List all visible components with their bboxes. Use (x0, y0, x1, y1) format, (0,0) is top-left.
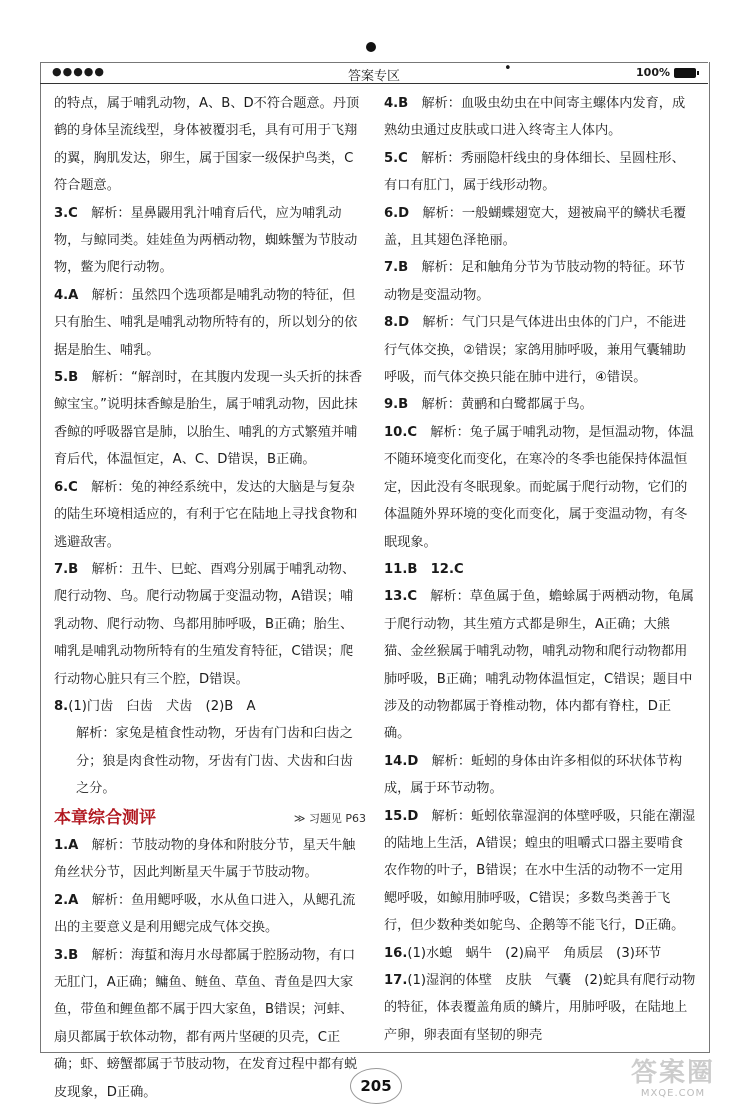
answer-item: 11.B 12.C (384, 561, 464, 577)
watermark-url: MXQE.COM (640, 1088, 706, 1099)
answer-item: 4.B 解析：血吸虫幼虫在中间寄主螺体内发育，成熟幼虫通过皮肤或口进入终寄主人体内。 (384, 96, 686, 139)
answer-item: 13.C 解析：草鱼属于鱼，蟾蜍属于两栖动物，龟属于爬行动物，其生殖方式都是卵生，A正确；大熊猫、金丝猴属于哺乳动物，哺乳动物和爬行动物都用肺呼吸，B正确；哺乳动物体温恒定，C错误；题目中涉及的动物都属于脊椎动物，体内都有脊柱，D正确。 (384, 589, 694, 742)
watermark-logo: 答案圈 (630, 1058, 715, 1088)
signal-icon: ●●●●● (52, 65, 105, 78)
answer-item: 16.(1)水螅 蜗牛 (2)扁平 角质层 (3)环节 (384, 945, 662, 961)
answer-item: 6.C 解析：兔的神经系统中，发达的大脑是与复杂的陆生环境相适应的，有利于它在陆地上寻找食物和逃避敌害。 (54, 479, 358, 550)
answer-item: 15.D 解析：蚯蚓依靠湿润的体壁呼吸，只能在潮湿的陆地上生活，A错误；蝗虫的咀嚼式口器主要啃食农作物的叶子，B错误；在水中生活的动物不一定用鳃呼吸，如鲸用肺呼吸，C错误；多数鸟类善于飞行，但少数种类如鸵鸟、企鹅等不能飞行，D正确。 (384, 808, 696, 934)
answer-item: 14.D 解析：蚯蚓的身体由许多相似的环状体节构成，属于环节动物。 (384, 753, 683, 797)
answer-item: 17.(1)湿润的体壁 皮肤 气囊 (2)蛇具有爬行动物的特征，体表覆盖角质的鳞片，用肺呼吸，在陆地上产卵，卵表面有坚韧的卵壳 (384, 973, 696, 1043)
answer-item: 8.D 解析：气门只是气体进出虫体的门户，不能进行气体交换，②错误；家鸽用肺呼吸，兼用气囊辅助呼吸，而气体交换只能在肺中进行，④错误。 (384, 315, 687, 386)
page-number: 205 (350, 1068, 402, 1104)
right-column (384, 90, 696, 1049)
answer-item: 5.B 解析：“解剖时，在其腹内发现一头夭折的抹香鲸宝宝。”说明抹香鲸是胎生，属于哺乳动物，因此抹香鲸的呼吸器官是肺，以胎生、哺乳的方式繁殖并哺育后代，体温恒定，A、C、D错误，B正确。 (54, 370, 363, 468)
answer-item: 3.B 解析：海蜇和海月水母都属于腔肠动物，有口无肛门，A正确；鳙鱼、鲢鱼、草鱼、青鱼是四大家鱼，带鱼和鲤鱼都不属于四大家鱼，B错误；河蚌、扇贝都属于软体动物，都有两片坚硬的贝壳，C正确；虾、螃蟹都属于节肢动物，在发育过程中都有蜕皮现象，D正确。 (54, 947, 358, 1100)
exercise-reference: ≫ 习题见 P63 (293, 811, 366, 825)
section-header (54, 805, 366, 832)
watermark (608, 1058, 738, 1108)
answer-item: 2.A 解析：鱼用鳃呼吸，水从鱼口进入，从鳃孔流出的主要意义是利用鳃完成气体交换。 (54, 892, 356, 936)
answer-item: 7.B 解析：丑牛、巳蛇、酉鸡分别属于哺乳动物、爬行动物、鸟。爬行动物属于变温动物，A错误；哺乳动物、爬行动物、鸟都用肺呼吸，B正确；胎生、哺乳是哺乳动物所特有的生殖发育特征，C错误；爬行动物心脏只有三个腔，D错误。 (54, 561, 356, 687)
answer-item: 6.D 解析：一般蝴蝶翅宽大，翅被扁平的鳞状毛覆盖，且其翅色泽艳丽。 (384, 205, 687, 249)
answer-item: 5.C 解析：秀丽隐杆线虫的身体细长、呈圆柱形、有口有肛门，属于线形动物。 (384, 150, 685, 194)
top-dot (366, 42, 376, 52)
left-column (54, 90, 366, 1106)
answer-item: 的特点，属于哺乳动物，A、B、D不符合题意。丹顶鹤的身体呈流线型，身体被覆羽毛，具有可用于飞翔的翼，胸肌发达，卵生，属于国家一级保护鸟类，C符合题意。 (54, 96, 360, 194)
battery-indicator (636, 66, 696, 79)
section-title: 本章综合测评 (54, 807, 156, 828)
answer-item: 8.(1)门齿 臼齿 犬齿 (2)B A (54, 698, 256, 714)
battery-icon (674, 68, 696, 78)
page-title: 答案专区 (347, 69, 400, 84)
answer-item: 3.C 解析：星鼻鼹用乳汁哺育后代，应为哺乳动物，与鲸同类。娃娃鱼为两栖动物，蜘蛛蟹为节肢动物，鳖为爬行动物。 (54, 205, 358, 276)
answer-item: 10.C 解析：兔子属于哺乳动物，是恒温动物，体温不随环境变化而变化，在寒冷的冬季也能保持体温恒定，因此没有冬眠现象。而蛇属于爬行动物，它们的体温随外界环境的变化而变化，属于变温动物，有冬眠现象。 (384, 424, 694, 550)
status-dot: • (504, 61, 512, 76)
answer-item: 9.B 解析：黄鹂和白鹭都属于鸟。 (384, 397, 593, 413)
answer-item: 7.B 解析：足和触角分节为节肢动物的特征。环节动物是变温动物。 (384, 260, 686, 303)
answer-explanation: 解析：家兔是植食性动物，牙齿有门齿和臼齿之分；狼是肉食性动物，牙齿有门齿、犬齿和臼齿之分。 (76, 726, 353, 797)
status-bar (40, 62, 708, 84)
answer-item: 4.A 解析：虽然四个选项都是哺乳动物的特征，但只有胎生、哺乳是哺乳动物所特有的，所以划分的依据是胎生、哺乳。 (54, 287, 358, 358)
battery-level: 100% (636, 66, 670, 79)
answer-item: 1.A 解析：节肢动物的身体和附肢分节，星天牛触角丝状分节，因此判断星天牛属于节肢动物。 (54, 837, 356, 881)
